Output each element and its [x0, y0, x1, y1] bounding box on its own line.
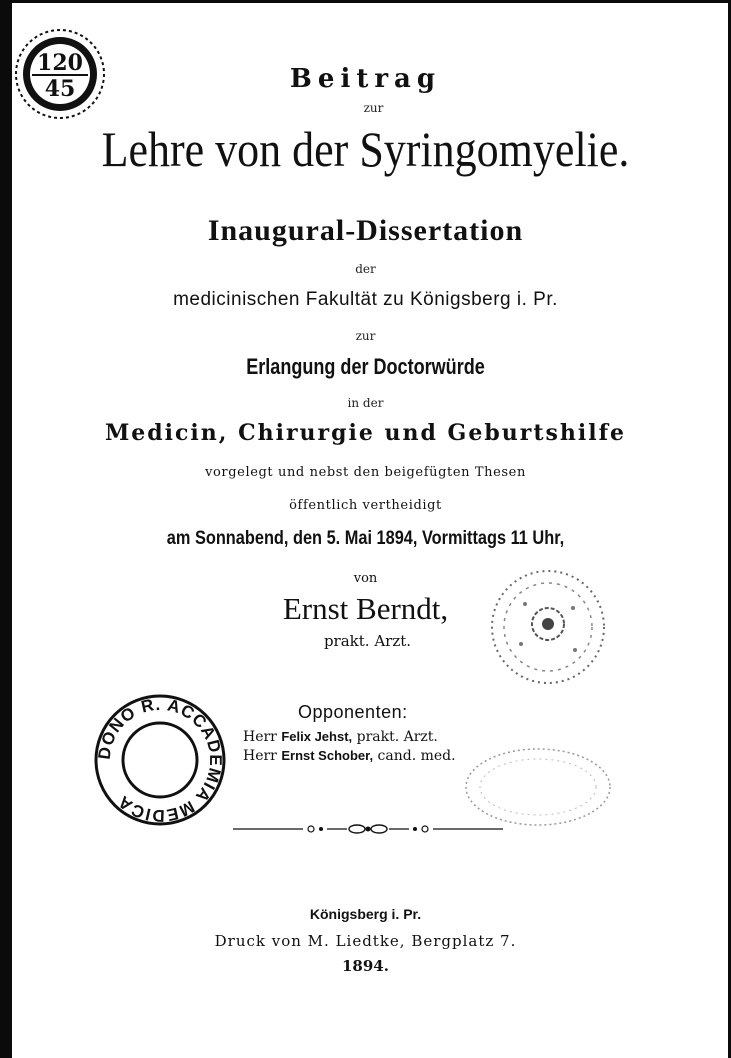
opponent-name: Felix Jehst, — [281, 729, 353, 744]
shelfmark-top: 120 — [37, 50, 83, 76]
library-seal-stamp — [485, 564, 611, 690]
opponent-prefix: Herr — [243, 729, 277, 745]
dissertation-type: Inaugural-Dissertation — [207, 214, 524, 247]
der-label: der — [355, 262, 376, 276]
print-year: 1894. — [342, 957, 389, 975]
purpose-line: Erlangung der Doctorwürde — [246, 354, 485, 379]
donor-stamp-text: DONO R. ACCADEMIA MEDICA — [94, 694, 226, 826]
defense-date: am Sonnabend, den 5. Mai 1894, Vormittags 11 Uhr, — [166, 528, 565, 549]
opponent-name: Ernst Schober, — [281, 748, 374, 763]
beitrag-heading: Beitrag — [289, 64, 442, 94]
von-label: von — [353, 571, 378, 586]
faculty-line: medicinischen Fakultät zu Königsberg i. Pr. — [173, 289, 558, 310]
fields-line: Medicin, Chirurgie und Geburtshilfe — [104, 420, 627, 446]
shelfmark-bottom: 45 — [44, 76, 76, 102]
publicly-line: öffentlich vertheidigt — [289, 498, 442, 513]
opponent-prefix: Herr — [243, 748, 277, 764]
main-title: Lehre von der Syringomyelie. — [101, 121, 630, 177]
opponent-role: prakt. Arzt. — [356, 729, 438, 745]
printer-line: Druck von M. Liedtke, Bergplatz 7. — [214, 932, 517, 950]
opponent-row — [243, 729, 438, 745]
scan-border-top — [0, 0, 731, 3]
presented-line: vorgelegt und nebst den beigefügten Thesen — [205, 465, 526, 480]
author-degree: prakt. Arzt. — [323, 632, 412, 650]
donor-stamp — [92, 692, 228, 828]
opponents-title: Opponenten: — [298, 702, 408, 722]
opponent-role: cand. med. — [377, 748, 456, 764]
author-name: Ernst Berndt, — [282, 591, 449, 626]
in-der-label: in der — [347, 396, 384, 410]
ornamental-divider — [233, 822, 503, 836]
zur-label-2: zur — [355, 329, 376, 343]
print-place: Königsberg i. Pr. — [309, 906, 422, 922]
faint-oval-stamp — [462, 744, 614, 830]
scan-border-left — [0, 0, 12, 1058]
opponent-row — [243, 748, 456, 764]
zur-label-1: zur — [363, 101, 384, 115]
